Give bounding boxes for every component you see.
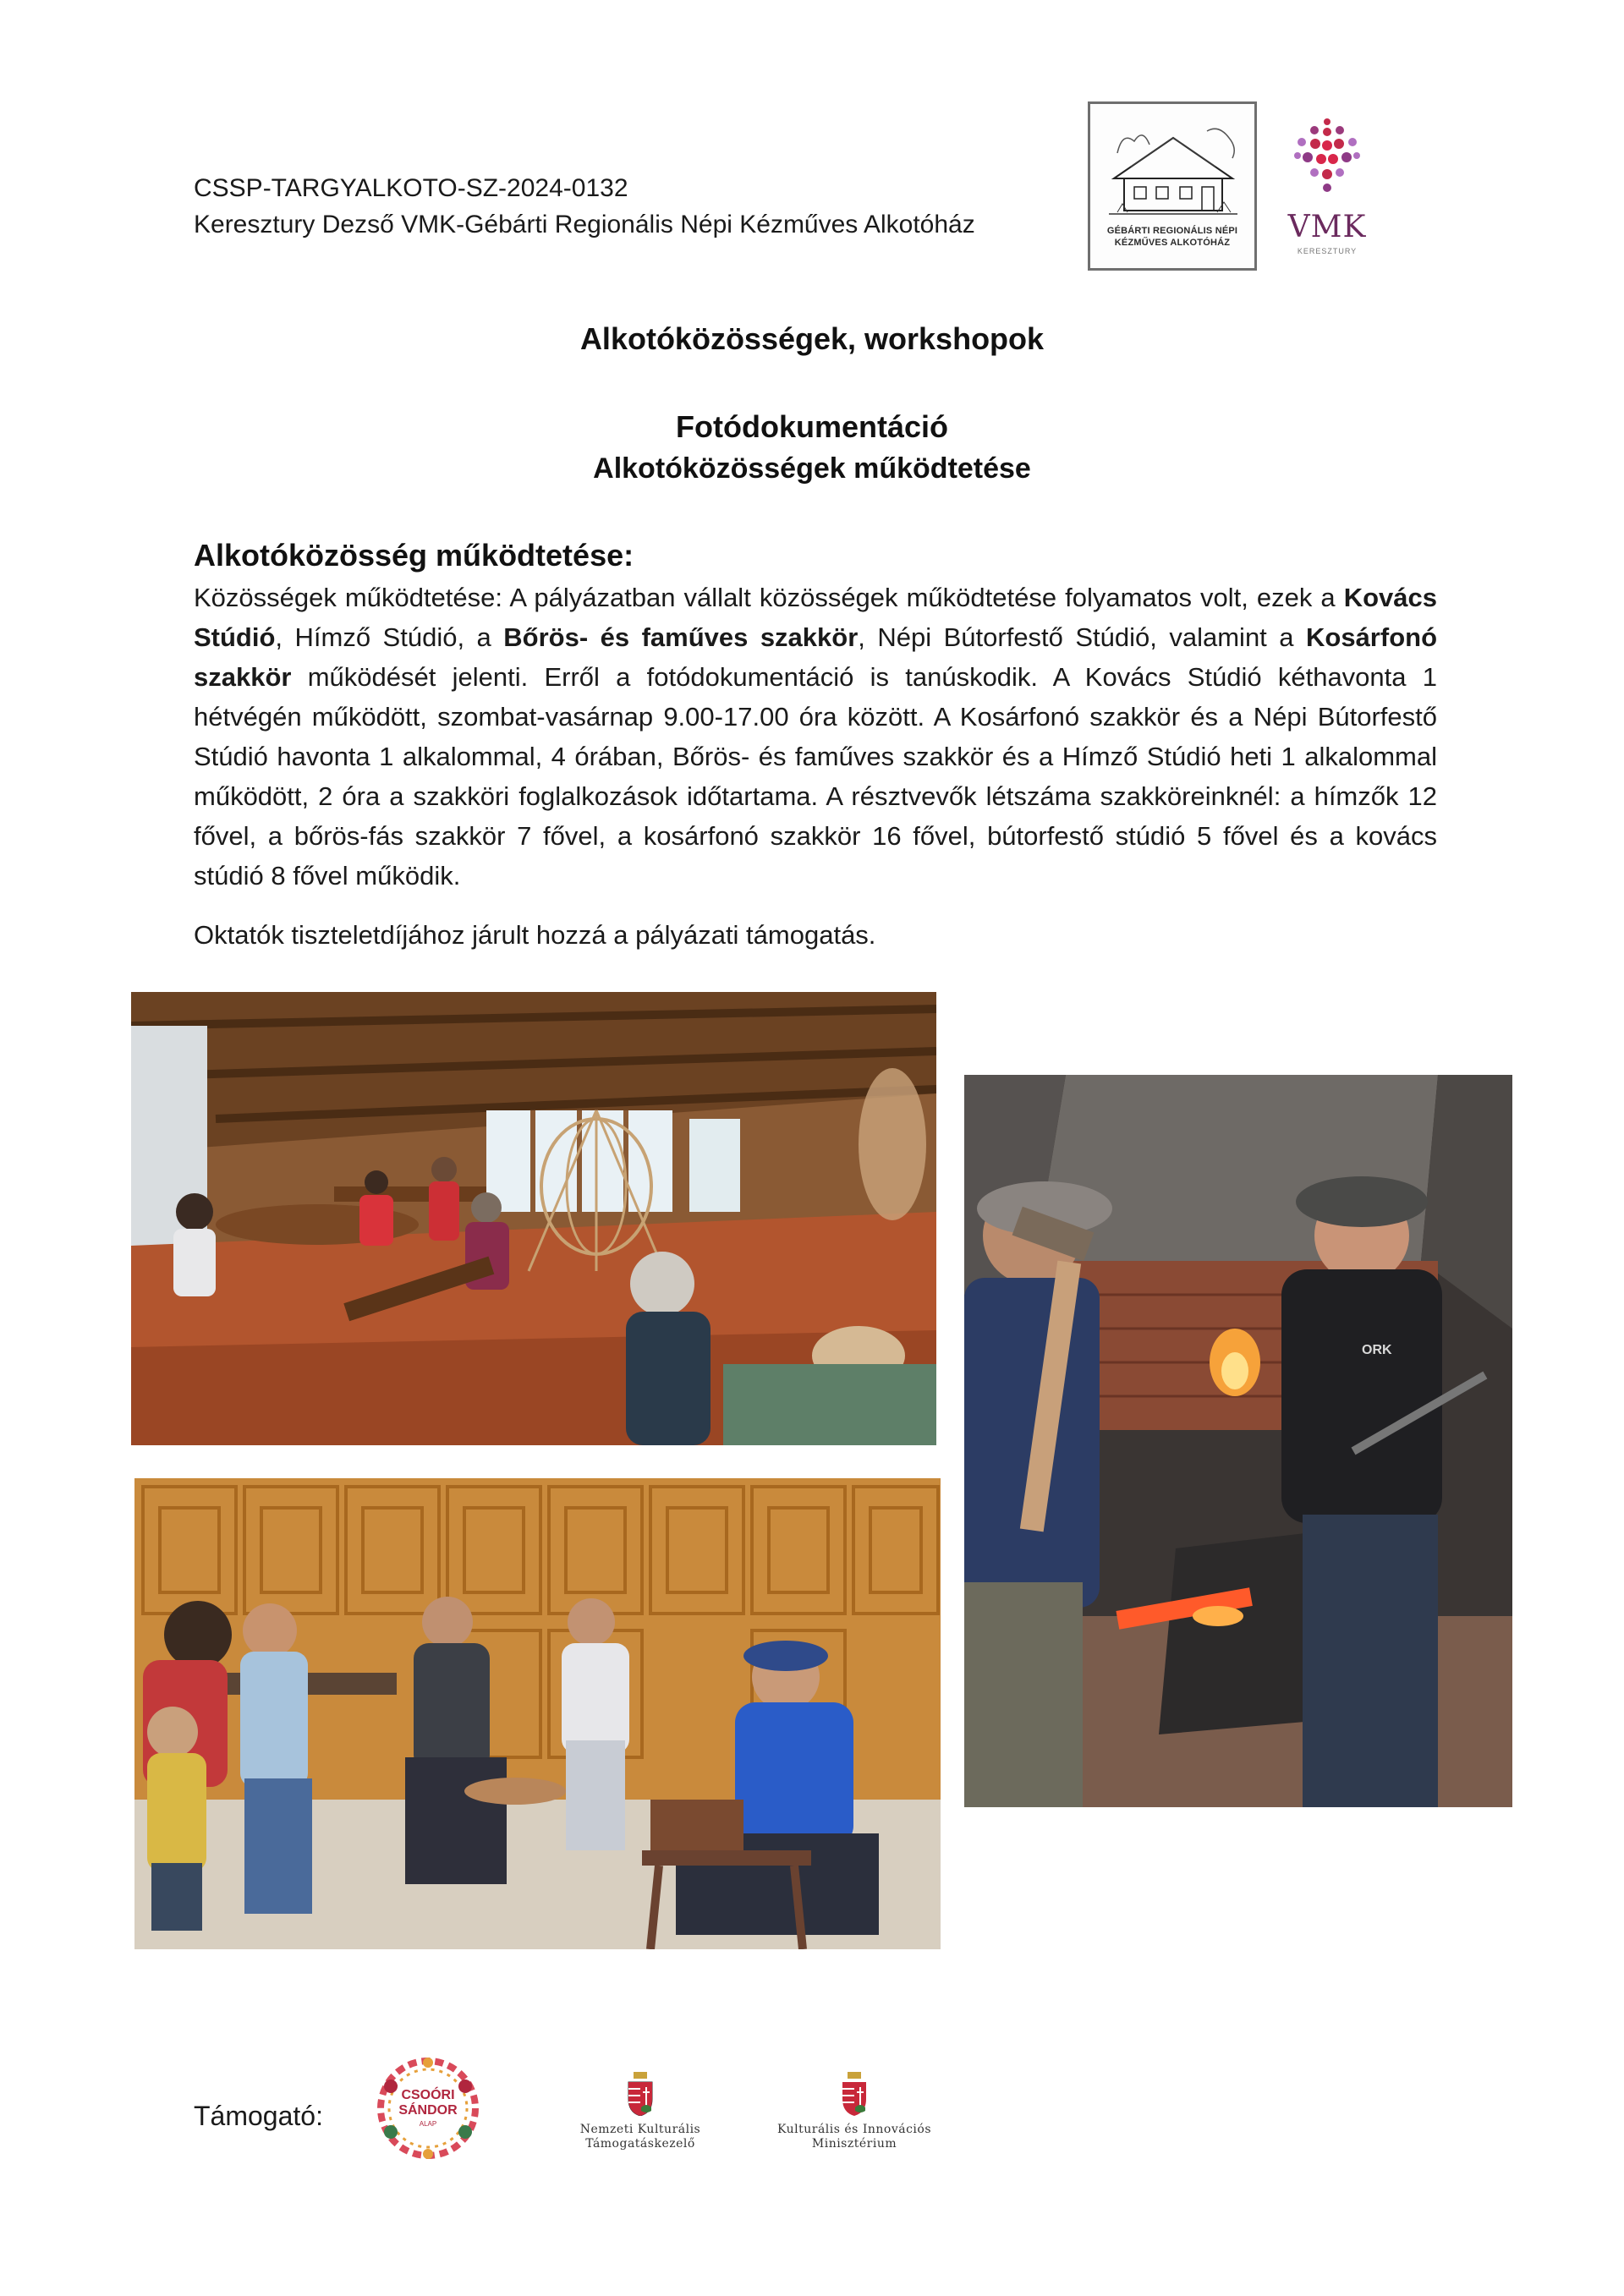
ministry-logo-text (761, 2123, 947, 2151)
blacksmith-image (964, 1075, 1512, 1807)
alkotohaz-logo (1088, 101, 1257, 271)
vmk-logo-subtext: KERESZTURY (1297, 247, 1358, 255)
nkt-logo (551, 2072, 729, 2165)
csoori-logo-line1: CSOÓRI (401, 2088, 455, 2102)
csoori-logo-text (372, 2088, 484, 2118)
paragraph-text-2: , Hímző Stúdió, a (275, 622, 504, 652)
house-logo-text: GÉBÁRTI REGIONÁLIS NÉPI KÉZMŰVES ALKOTÓHÁZ (1106, 226, 1238, 248)
organization-name: Keresztury Dezső VMK-Gébárti Regionális Népi Kézműves Alkotóház (194, 211, 975, 238)
csoori-logo-sub: ALAP (419, 2120, 437, 2128)
nkt-logo-line2: Támogatáskezelő (585, 2137, 695, 2151)
hungarian-crest-icon (841, 2072, 868, 2116)
ministry-logo (761, 2072, 947, 2165)
ministry-logo-line1: Kulturális és Innovációs (776, 2123, 932, 2136)
vmk-logo-text: VMK (1287, 210, 1367, 244)
subtitle-photo-documentation: Fotódokumentáció (676, 409, 948, 444)
photo-leather-woodwork (134, 1478, 941, 1949)
csoori-logo-line2: SÁNDOR (398, 2103, 458, 2118)
bold-boros-famuves: Bőrös- és faműves szakkör (503, 622, 859, 652)
hungarian-crest-icon (627, 2072, 654, 2116)
nkt-logo-text (551, 2123, 729, 2151)
subtitle-communities: Alkotóközösségek működtetése (593, 452, 1031, 485)
photo-basket-weaving (131, 992, 936, 1445)
main-title: Alkotóközösségek, workshopok (579, 321, 1045, 356)
paragraph-text-3: , Népi Bútorfestő Stúdió, valamint a (858, 622, 1306, 652)
bold-kosarfono: Kosárfonó szakkör (194, 622, 1437, 692)
supporter-label: Támogató: (194, 2101, 323, 2131)
dots-flower-icon (1281, 115, 1374, 208)
csoori-sandor-alap-logo (372, 2052, 484, 2164)
ministry-logo-line2: Minisztérium (811, 2137, 897, 2151)
bold-kovacs-studio: Kovács Stúdió (194, 583, 1437, 652)
shirt-print-text: ORK (1362, 1343, 1392, 1357)
house-drawing-icon (1106, 119, 1241, 221)
funding-note: Oktatók tiszteletdíjához járult hozzá a pályázati támogatás. (194, 920, 876, 950)
basket-weaving-image (131, 992, 936, 1445)
leather-woodwork-image (134, 1478, 941, 1949)
paragraph-text-4: működését jelenti. Erről a fotódokumentáció is tanúskodik. A Kovács Stúdió kéthavonta 1 hétvégén működött, szombat-vasárnap 9.00-17.00 óra között. A Kosárfonó szakkör és a Népi Bútorfestő Stúdió havonta 1 alkalommal, 4 órában, Bőrös- és faműves szakkör és a Hímző Stúdió heti 1 alkalommal működött, 2 óra a szakköri foglalkozások időtartama. A résztvevők létszáma szakköreinknél: a hímzők 12 fővel, a bőrös-fás szakkör 7 fővel, a kosárfonó szakkör 16 fővel, bútorfestő stúdió 5 fővel és a kovács stúdió 8 fővel működik. (194, 662, 1437, 890)
nkt-logo-line1: Nemzeti Kulturális (579, 2123, 701, 2136)
vmk-logo (1281, 115, 1374, 259)
section-heading: Alkotóközösség működtetése: (194, 538, 634, 573)
document-id: CSSP-TARGYALKOTO-SZ-2024-0132 (194, 174, 628, 202)
paragraph-text-1: Közösségek működtetése: A pályázatban vállalt közösségek működtetése folyamatos volt, ezek a (194, 583, 1344, 612)
section-paragraph (194, 578, 1437, 896)
photo-blacksmith (964, 1075, 1512, 1807)
